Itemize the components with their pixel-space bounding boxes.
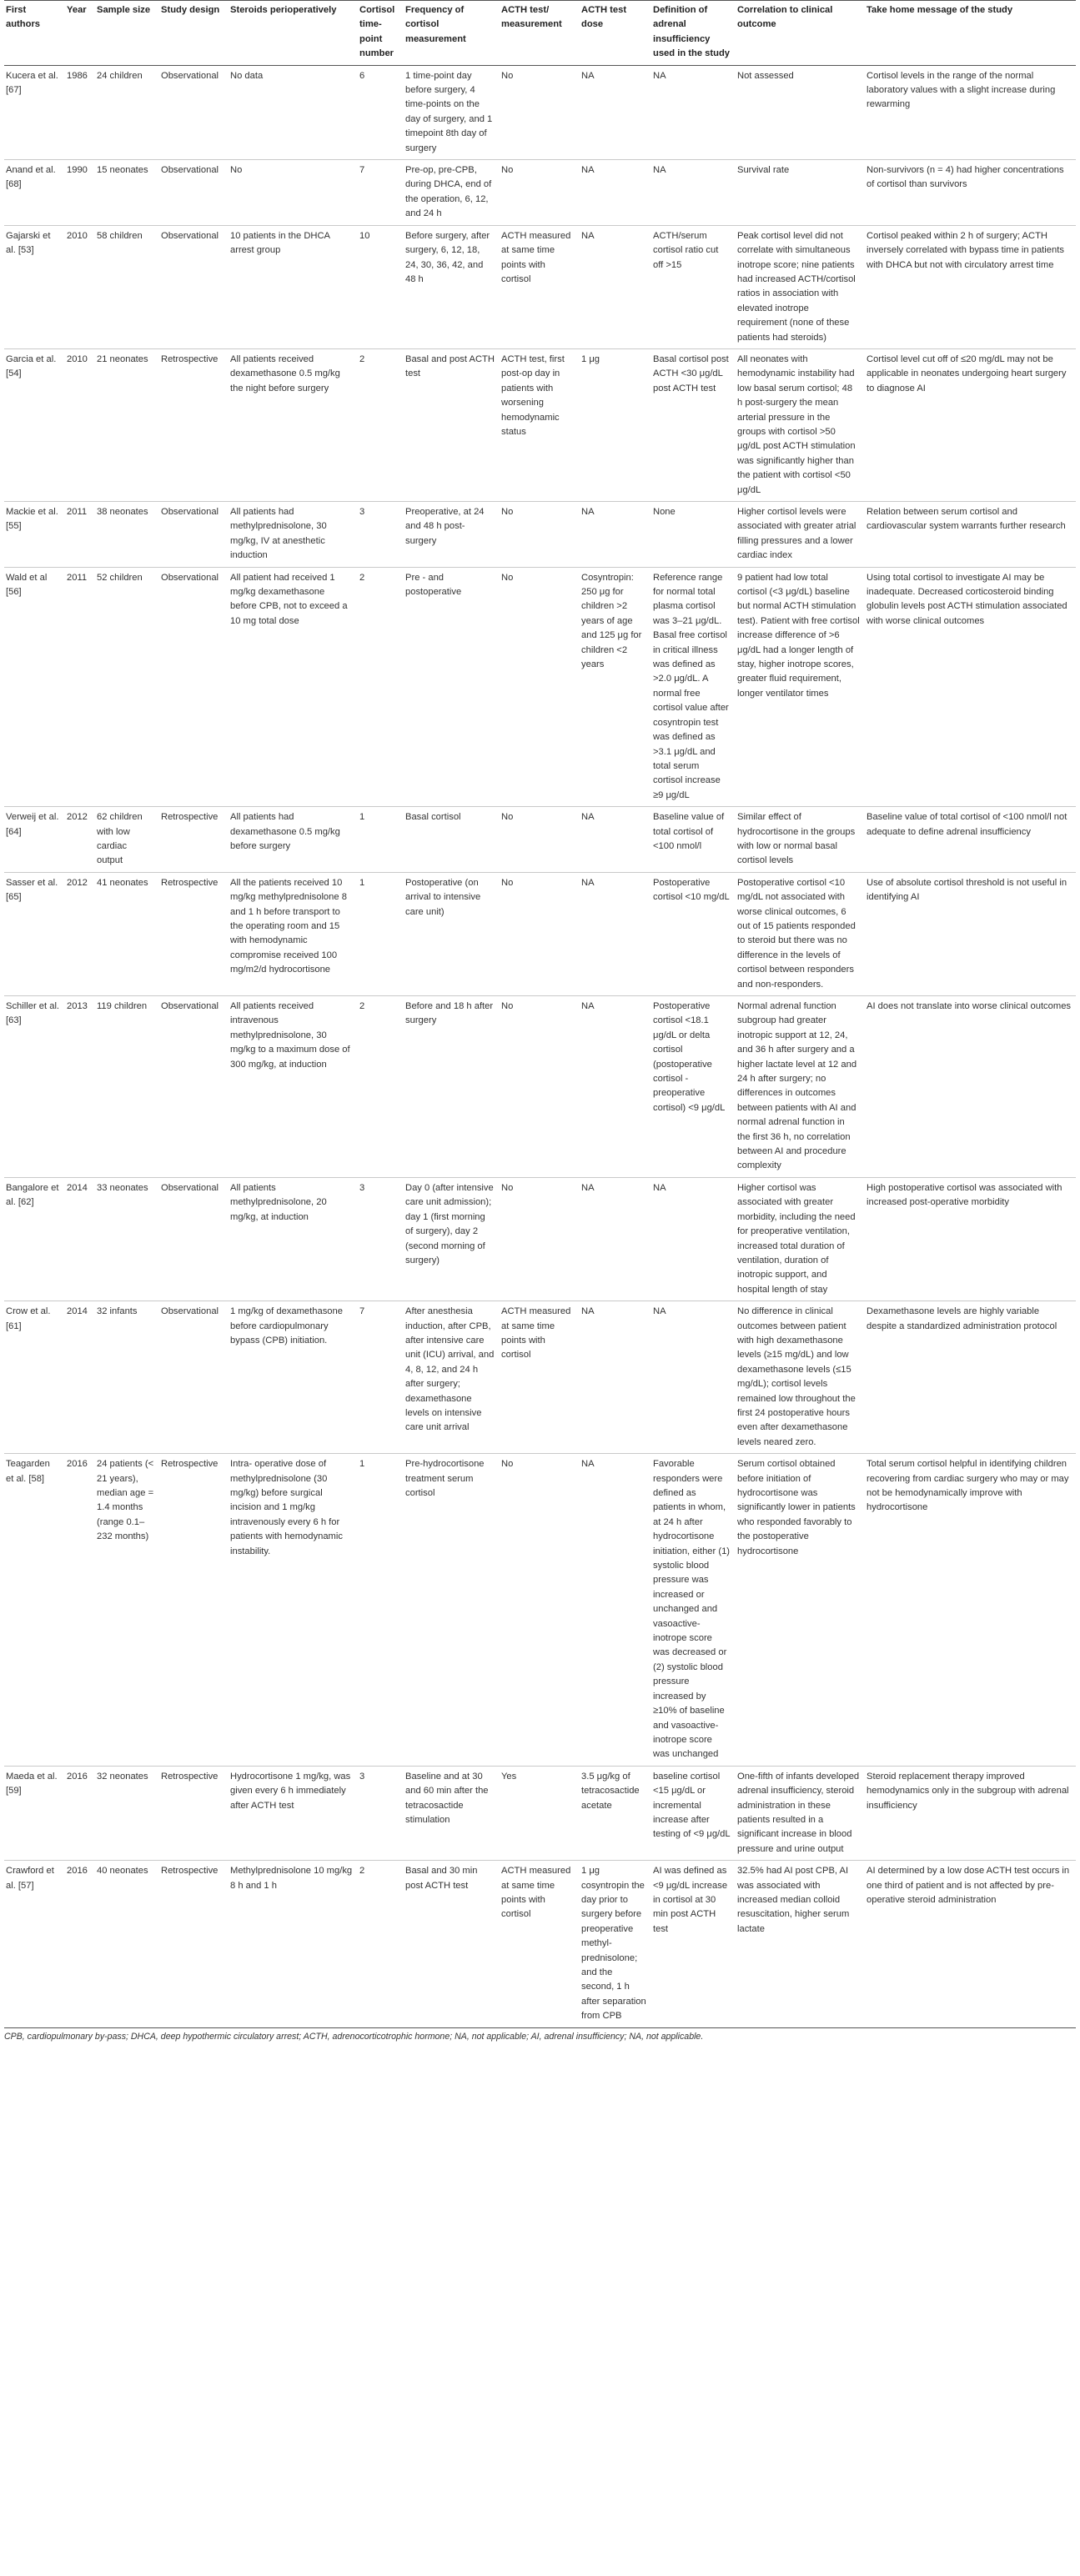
cell-study-design: Retrospective xyxy=(159,872,229,995)
cell-year: 2016 xyxy=(65,1454,95,1767)
cell-acth-test: No xyxy=(500,502,580,568)
cell-year: 2011 xyxy=(65,567,95,807)
cell-clinical-correlation: Normal adrenal function subgroup had greater inotropic support at 12, 24, and 36 h after surgery and a higher lactate level at 12 and 24 h after surgery; no differences in outcomes between patients with AI and normal adrenal function in the first 36 h, no correlation between AI and procedure complexity xyxy=(736,996,865,1178)
cell-first-author: Wald et al [56] xyxy=(4,567,65,807)
table-row xyxy=(4,996,1076,1178)
cell-acth-dose: NA xyxy=(580,502,651,568)
cell-ai-definition: AI was defined as <9 μg/dL increase in cortisol at 30 min post ACTH test xyxy=(651,1861,736,2027)
cell-study-design: Observational xyxy=(159,1177,229,1301)
cell-study-design: Retrospective xyxy=(159,1861,229,2027)
table-row xyxy=(4,567,1076,807)
cell-steroids: All patients had dexamethasone 0.5 mg/kg before surgery xyxy=(229,807,358,873)
cell-acth-test: No xyxy=(500,160,580,226)
cell-take-home: Relation between serum cortisol and cardiovascular system warrants further research xyxy=(865,502,1076,568)
header-sample-size: Sample size xyxy=(95,1,159,66)
studies-table xyxy=(4,0,1076,2028)
cell-take-home: Total serum cortisol helpful in identifying children recovering from cardiac surgery who may or may not be hemodynamically improve with hydrocortisone xyxy=(865,1454,1076,1767)
cell-ai-definition: Favorable responders were defined as patients in whom, at 24 h after hydrocortisone initiation, either (1) systolic blood pressure was increased or unchanged and vasoactive-inotrope score was decreased or (2) systolic blood pressure increased by ≥10% of baseline and vasoactive-inotrope score was unchanged xyxy=(651,1454,736,1767)
cell-acth-test: No xyxy=(500,65,580,159)
table-row xyxy=(4,807,1076,873)
cell-frequency: 1 time-point day before surgery, 4 time-points on the day of surgery, and 1 timepoint 8th day of surgery xyxy=(404,65,500,159)
cell-year: 2016 xyxy=(65,1861,95,2027)
cell-acth-test: No xyxy=(500,1177,580,1301)
cell-ai-definition: ACTH/serum cortisol ratio cut off >15 xyxy=(651,225,736,348)
header-take-home: Take home message of the study xyxy=(865,1,1076,66)
header-clinical-correlation: Correlation to clinical outcome xyxy=(736,1,865,66)
cell-steroids: All patient had received 1 mg/kg dexamethasone before CPB, not to exceed a 10 mg total dose xyxy=(229,567,358,807)
cell-timepoint-number: 3 xyxy=(358,1177,404,1301)
table-header-row xyxy=(4,1,1076,66)
cell-study-design: Observational xyxy=(159,567,229,807)
cell-steroids: All patients received dexamethasone 0.5 mg/kg the night before surgery xyxy=(229,348,358,501)
cell-timepoint-number: 7 xyxy=(358,1301,404,1454)
cell-study-design: Observational xyxy=(159,502,229,568)
cell-timepoint-number: 1 xyxy=(358,1454,404,1767)
cell-clinical-correlation: Survival rate xyxy=(736,160,865,226)
cell-clinical-correlation: Higher cortisol levels were associated with greater atrial filling pressures and a lower cardiac index xyxy=(736,502,865,568)
cell-frequency: Preoperative, at 24 and 48 h post-surgery xyxy=(404,502,500,568)
cell-study-design: Retrospective xyxy=(159,348,229,501)
cell-steroids: 1 mg/kg of dexamethasone before cardiopulmonary bypass (CPB) initiation. xyxy=(229,1301,358,1454)
header-steroids: Steroids perioperatively xyxy=(229,1,358,66)
cell-take-home: Non-survivors (n = 4) had higher concentrations of cortisol than survivors xyxy=(865,160,1076,226)
cell-frequency: After anesthesia induction, after CPB, after intensive care unit (ICU) arrival, and 4, 8, 12, and 24 h after surgery; dexamethasone levels on intensive care unit arrival xyxy=(404,1301,500,1454)
cell-frequency: Before and 18 h after surgery xyxy=(404,996,500,1178)
table-row xyxy=(4,160,1076,226)
cell-first-author: Schiller et al. [63] xyxy=(4,996,65,1178)
table-row xyxy=(4,1766,1076,1860)
cell-acth-dose: NA xyxy=(580,872,651,995)
cell-frequency: Postoperative (on arrival to intensive care unit) xyxy=(404,872,500,995)
cell-steroids: All the patients received 10 mg/kg methylprednisolone 8 and 1 h before transport to the operating room and 15 with hemodynamic compromise received 100 mg/m2/d hydrocortisone xyxy=(229,872,358,995)
cell-frequency: Baseline and at 30 and 60 min after the tetracosactide stimulation xyxy=(404,1766,500,1860)
cell-first-author: Bangalore et al. [62] xyxy=(4,1177,65,1301)
cell-acth-dose: NA xyxy=(580,65,651,159)
cell-sample-size: 21 neonates xyxy=(95,348,159,501)
cell-timepoint-number: 2 xyxy=(358,567,404,807)
cell-take-home: High postoperative cortisol was associated with increased post-operative morbidity xyxy=(865,1177,1076,1301)
cell-take-home: Baseline value of total cortisol of <100 nmol/l not adequate to define adrenal insufficiency xyxy=(865,807,1076,873)
cell-take-home: Cortisol peaked within 2 h of surgery; ACTH inversely correlated with bypass time in patients with DHCA but not with circulatory arrest time xyxy=(865,225,1076,348)
cell-steroids: All patients had methylprednisolone, 30 mg/kg, IV at anesthetic induction xyxy=(229,502,358,568)
cell-ai-definition: NA xyxy=(651,160,736,226)
cell-clinical-correlation: 32.5% had AI post CPB, AI was associated with increased median colloid resuscitation, higher serum lactate xyxy=(736,1861,865,2027)
cell-year: 2014 xyxy=(65,1301,95,1454)
cell-sample-size: 24 children xyxy=(95,65,159,159)
table-row xyxy=(4,1454,1076,1767)
cell-timepoint-number: 3 xyxy=(358,502,404,568)
cell-acth-dose: NA xyxy=(580,807,651,873)
cell-timepoint-number: 10 xyxy=(358,225,404,348)
cell-ai-definition: Basal cortisol post ACTH <30 μg/dL post ACTH test xyxy=(651,348,736,501)
cell-acth-test: Yes xyxy=(500,1766,580,1860)
cell-first-author: Teagarden et al. [58] xyxy=(4,1454,65,1767)
cell-study-design: Retrospective xyxy=(159,807,229,873)
table-row xyxy=(4,225,1076,348)
cell-take-home: Steroid replacement therapy improved hemodynamics only in the subgroup with adrenal insufficiency xyxy=(865,1766,1076,1860)
cell-first-author: Garcia et al. [54] xyxy=(4,348,65,501)
cell-sample-size: 41 neonates xyxy=(95,872,159,995)
table-body xyxy=(4,65,1076,2027)
cell-acth-dose: Cosyntropin: 250 μg for children >2 years of age and 125 μg for children <2 years xyxy=(580,567,651,807)
table-row xyxy=(4,348,1076,501)
cell-timepoint-number: 2 xyxy=(358,1861,404,2027)
header-acth-dose: ACTH test dose xyxy=(580,1,651,66)
cell-sample-size: 38 neonates xyxy=(95,502,159,568)
cell-take-home: Using total cortisol to investigate AI may be inadequate. Decreased corticosteroid binding globulin levels post ACTH stimulation associated with worse clinical outcomes xyxy=(865,567,1076,807)
cell-acth-dose: NA xyxy=(580,225,651,348)
cell-steroids: No xyxy=(229,160,358,226)
cell-year: 2012 xyxy=(65,807,95,873)
cell-timepoint-number: 1 xyxy=(358,807,404,873)
cell-sample-size: 24 patients (< 21 years), median age = 1.4 months (range 0.1–232 months) xyxy=(95,1454,159,1767)
cell-frequency: Basal and post ACTH test xyxy=(404,348,500,501)
cell-sample-size: 40 neonates xyxy=(95,1861,159,2027)
cell-first-author: Anand et al. [68] xyxy=(4,160,65,226)
cell-ai-definition: Postoperative cortisol <18.1 μg/dL or delta cortisol (postoperative cortisol - preoperative cortisol) <9 μg/dL xyxy=(651,996,736,1178)
cell-ai-definition: NA xyxy=(651,1301,736,1454)
table-row xyxy=(4,1861,1076,2027)
cell-first-author: Kucera et al. [67] xyxy=(4,65,65,159)
cell-steroids: No data xyxy=(229,65,358,159)
cell-timepoint-number: 2 xyxy=(358,996,404,1178)
cell-timepoint-number: 7 xyxy=(358,160,404,226)
cell-acth-dose: 1 μg cosyntropin the day prior to surgery before preoperative methyl- prednisolone; and the second, 1 h after separation from CPB xyxy=(580,1861,651,2027)
header-frequency: Frequency of cortisol measurement xyxy=(404,1,500,66)
header-first-authors: First authors xyxy=(4,1,65,66)
cell-ai-definition: baseline cortisol <15 μg/dL or incremental increase after testing of <9 μg/dL xyxy=(651,1766,736,1860)
cell-first-author: Maeda et al. [59] xyxy=(4,1766,65,1860)
cell-frequency: Basal and 30 min post ACTH test xyxy=(404,1861,500,2027)
cell-first-author: Crawford et al. [57] xyxy=(4,1861,65,2027)
cell-clinical-correlation: Not assessed xyxy=(736,65,865,159)
cell-acth-dose: 3.5 μg/kg of tetracosactide acetate xyxy=(580,1766,651,1860)
cell-take-home: Cortisol level cut off of ≤20 mg/dL may not be applicable in neonates undergoing heart surgery to diagnose AI xyxy=(865,348,1076,501)
cell-acth-test: ACTH test, first post-op day in patients with worsening hemodynamic status xyxy=(500,348,580,501)
cell-clinical-correlation: No difference in clinical outcomes between patient with high dexamethasone levels (≥15 mg/dL) and low dexamethasone levels (≤15 mg/dL); cortisol levels remained low throughout the first 24 postoperative hours even after dexamethasone levels neared zero. xyxy=(736,1301,865,1454)
cell-acth-test: No xyxy=(500,1454,580,1767)
document-page xyxy=(4,0,1076,2042)
cell-acth-test: ACTH measured at same time points with cortisol xyxy=(500,1301,580,1454)
cell-sample-size: 52 children xyxy=(95,567,159,807)
cell-study-design: Observational xyxy=(159,160,229,226)
cell-timepoint-number: 6 xyxy=(358,65,404,159)
cell-clinical-correlation: Similar effect of hydrocortisone in the groups with low or normal basal cortisol levels xyxy=(736,807,865,873)
cell-frequency: Basal cortisol xyxy=(404,807,500,873)
cell-timepoint-number: 2 xyxy=(358,348,404,501)
cell-ai-definition: Postoperative cortisol <10 mg/dL xyxy=(651,872,736,995)
cell-clinical-correlation: Serum cortisol obtained before initiation of hydrocortisone was significantly lower in patients who responded favorably to the postoperative hydrocortisone xyxy=(736,1454,865,1767)
table-row xyxy=(4,872,1076,995)
cell-year: 2012 xyxy=(65,872,95,995)
cell-clinical-correlation: Peak cortisol level did not correlate with simultaneous inotrope score; nine patients had increased ACTH/cortisol ratios in association with elevated inotrope requirement (none of these patients had steroids) xyxy=(736,225,865,348)
cell-steroids: Intra- operative dose of methylprednisolone (30 mg/kg) before surgical incision and 1 mg/kg intravenously every 6 h for patients with hemodynamic instability. xyxy=(229,1454,358,1767)
table-row xyxy=(4,1177,1076,1301)
cell-year: 2016 xyxy=(65,1766,95,1860)
cell-year: 2010 xyxy=(65,225,95,348)
cell-acth-dose: NA xyxy=(580,1177,651,1301)
cell-year: 2013 xyxy=(65,996,95,1178)
cell-clinical-correlation: One-fifth of infants developed adrenal insufficiency, steroid administration in these patients resulted in a significant increase in blood pressure and urine output xyxy=(736,1766,865,1860)
cell-timepoint-number: 3 xyxy=(358,1766,404,1860)
cell-steroids: All patients methylprednisolone, 20 mg/kg, at induction xyxy=(229,1177,358,1301)
cell-frequency: Pre-hydrocortisone treatment serum cortisol xyxy=(404,1454,500,1767)
cell-sample-size: 15 neonates xyxy=(95,160,159,226)
cell-sample-size: 58 children xyxy=(95,225,159,348)
table-row xyxy=(4,65,1076,159)
cell-acth-dose: NA xyxy=(580,996,651,1178)
cell-clinical-correlation: All neonates with hemodynamic instability had low basal serum cortisol; 48 h post-surgery the mean arterial pressure in the groups with cortisol >50 μg/dL post ACTH stimulation was significantly higher than the patient with cortisol <50 μg/dL xyxy=(736,348,865,501)
cell-acth-dose: NA xyxy=(580,1454,651,1767)
cell-acth-dose: NA xyxy=(580,160,651,226)
cell-acth-test: No xyxy=(500,567,580,807)
header-acth-test: ACTH test/ measurement xyxy=(500,1,580,66)
cell-year: 2010 xyxy=(65,348,95,501)
cell-ai-definition: Reference range for normal total plasma cortisol was 3–21 μg/dL. Basal free cortisol in critical illness was defined as >2.0 μg/dL. A normal free cortisol value after cosyntropin test was defined as >3.1 μg/dL and total serum cortisol increase ≥9 μg/dL xyxy=(651,567,736,807)
cell-acth-test: ACTH measured at same time points with cortisol xyxy=(500,1861,580,2027)
cell-clinical-correlation: Higher cortisol was associated with greater morbidity, including the need for preoperative ventilation, increased total duration of ventilation, duration of inotropic support, and hospital length of stay xyxy=(736,1177,865,1301)
cell-steroids: Hydrocortisone 1 mg/kg, was given every 6 h immediately after ACTH test xyxy=(229,1766,358,1860)
header-year: Year xyxy=(65,1,95,66)
cell-clinical-correlation: 9 patient had low total cortisol (<3 μg/dL) baseline but normal ACTH stimulation test). Patient with free cortisol increase difference of >6 μg/dL had a longer length of stay, higher inotrope scores, greater fluid requirement, longer ventilator times xyxy=(736,567,865,807)
cell-year: 2011 xyxy=(65,502,95,568)
cell-take-home: Cortisol levels in the range of the normal laboratory values with a slight increase during rewarming xyxy=(865,65,1076,159)
header-study-design: Study design xyxy=(159,1,229,66)
cell-frequency: Pre - and postoperative xyxy=(404,567,500,807)
cell-clinical-correlation: Postoperative cortisol <10 mg/dL not associated with worse clinical outcomes, 6 out of 15 patients responded to steroid but there was no difference in the levels of cortisol between responders and non-responders. xyxy=(736,872,865,995)
cell-first-author: Mackie et al. [55] xyxy=(4,502,65,568)
cell-take-home: Dexamethasone levels are highly variable despite a standardized administration protocol xyxy=(865,1301,1076,1454)
cell-ai-definition: None xyxy=(651,502,736,568)
cell-acth-test: No xyxy=(500,807,580,873)
cell-first-author: Verweij et al. [64] xyxy=(4,807,65,873)
table-row xyxy=(4,502,1076,568)
cell-study-design: Observational xyxy=(159,1301,229,1454)
cell-study-design: Retrospective xyxy=(159,1454,229,1767)
cell-ai-definition: NA xyxy=(651,65,736,159)
cell-acth-dose: NA xyxy=(580,1301,651,1454)
cell-frequency: Before surgery, after surgery, 6, 12, 18, 24, 30, 36, 42, and 48 h xyxy=(404,225,500,348)
cell-study-design: Retrospective xyxy=(159,1766,229,1860)
cell-ai-definition: NA xyxy=(651,1177,736,1301)
cell-first-author: Crow et al. [61] xyxy=(4,1301,65,1454)
cell-sample-size: 32 infants xyxy=(95,1301,159,1454)
header-timepoint-number: Cortisol time-point number xyxy=(358,1,404,66)
cell-study-design: Observational xyxy=(159,225,229,348)
cell-frequency: Day 0 (after intensive care unit admission); day 1 (first morning of surgery), day 2 (second morning of surgery) xyxy=(404,1177,500,1301)
cell-frequency: Pre-op, pre-CPB, during DHCA, end of the operation, 6, 12, and 24 h xyxy=(404,160,500,226)
cell-acth-test: No xyxy=(500,872,580,995)
cell-year: 2014 xyxy=(65,1177,95,1301)
cell-first-author: Sasser et al. [65] xyxy=(4,872,65,995)
cell-first-author: Gajarski et al. [53] xyxy=(4,225,65,348)
cell-study-design: Observational xyxy=(159,65,229,159)
cell-take-home: AI determined by a low dose ACTH test occurs in one third of patient and is not affected by pre-operative steroid administration xyxy=(865,1861,1076,2027)
cell-sample-size: 119 children xyxy=(95,996,159,1178)
cell-ai-definition: Baseline value of total cortisol of <100 nmol/l xyxy=(651,807,736,873)
table-footnote: CPB, cardiopulmonary by-pass; DHCA, deep hypothermic circulatory arrest; ACTH, adrenocorticotrophic hormone; NA, not applicable; AI, adrenal insufficiency; NA, not applicable. xyxy=(4,2031,704,2042)
cell-steroids: All patients received intravenous methylprednisolone, 30 mg/kg to a maximum dose of 300 mg/kg, at induction xyxy=(229,996,358,1178)
header-ai-definition: Definition of adrenal insufficiency used in the study xyxy=(651,1,736,66)
cell-acth-test: No xyxy=(500,996,580,1178)
cell-acth-test: ACTH measured at same time points with cortisol xyxy=(500,225,580,348)
cell-sample-size: 62 children with low cardiac output xyxy=(95,807,159,873)
cell-year: 1986 xyxy=(65,65,95,159)
cell-take-home: Use of absolute cortisol threshold is not useful in identifying AI xyxy=(865,872,1076,995)
cell-take-home: AI does not translate into worse clinical outcomes xyxy=(865,996,1076,1178)
cell-steroids: Methylprednisolone 10 mg/kg 8 h and 1 h xyxy=(229,1861,358,2027)
cell-year: 1990 xyxy=(65,160,95,226)
cell-steroids: 10 patients in the DHCA arrest group xyxy=(229,225,358,348)
cell-study-design: Observational xyxy=(159,996,229,1178)
cell-sample-size: 33 neonates xyxy=(95,1177,159,1301)
cell-timepoint-number: 1 xyxy=(358,872,404,995)
cell-sample-size: 32 neonates xyxy=(95,1766,159,1860)
table-row xyxy=(4,1301,1076,1454)
cell-acth-dose: 1 μg xyxy=(580,348,651,501)
